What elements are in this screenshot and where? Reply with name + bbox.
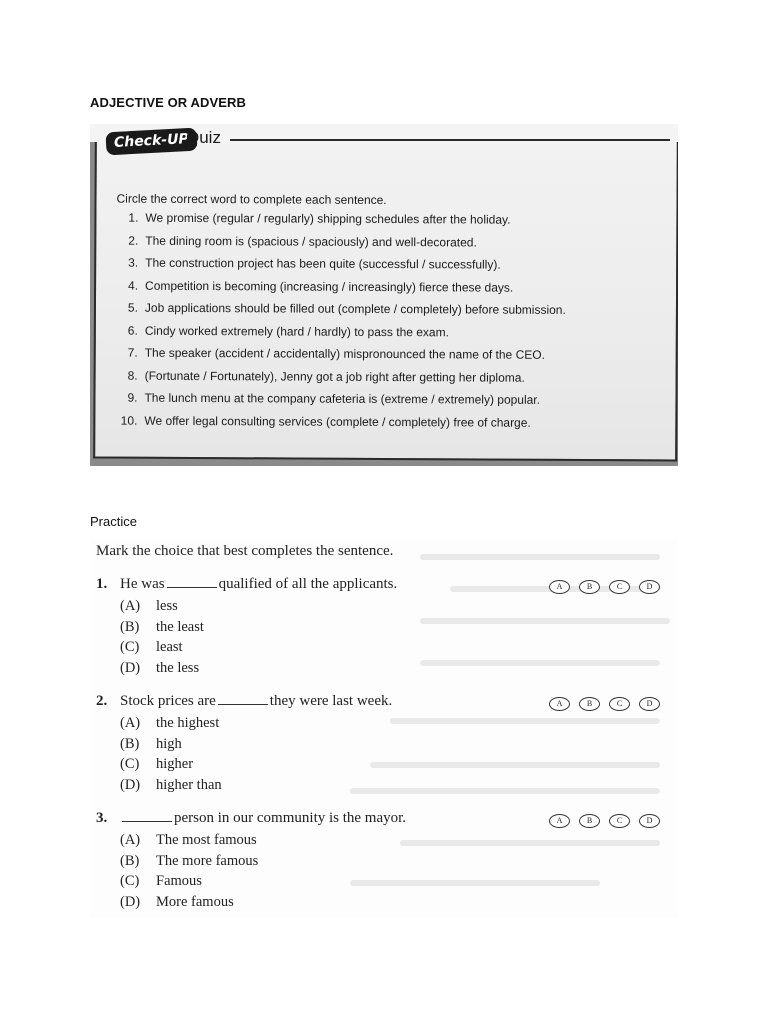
quiz-item-text: Cindy worked extremely (hard / hardly) to pass the exam.: [144, 323, 449, 339]
answer-bubble-a[interactable]: A: [549, 697, 570, 711]
quiz-item-number: 2.: [128, 233, 139, 248]
question-number: 3.: [96, 810, 108, 826]
option-text: higher: [156, 756, 194, 773]
answer-option: [96, 832, 666, 853]
quiz-item-number: 5.: [127, 300, 138, 315]
practice-label: Practice: [90, 514, 137, 529]
quiz-image: [90, 124, 678, 466]
option-text: Famous: [156, 873, 202, 890]
quiz-item-text: The speaker (accident / accidentally) mispronounced the name of the CEO.: [144, 345, 545, 362]
quiz-item-text: Competition is becoming (increasing / increasingly) fierce these days.: [145, 278, 514, 295]
question-text-before: Stock prices are: [120, 693, 216, 709]
option-text: high: [156, 735, 182, 752]
answer-blank: [218, 704, 268, 705]
answer-option: [96, 756, 666, 777]
answer-option: [96, 736, 666, 757]
quiz-title-rule: [230, 139, 670, 141]
quiz-item: [116, 233, 676, 258]
option-letter: (C): [120, 873, 140, 890]
answer-option: [96, 639, 666, 660]
answer-bubbles: [540, 693, 660, 711]
option-text: less: [156, 598, 178, 614]
quiz-items: [115, 211, 676, 439]
practice-question: [96, 693, 666, 797]
option-letter: (C): [120, 756, 140, 773]
quiz-item-text: The construction project has been quite (successful / successfully).: [145, 255, 501, 272]
quiz-item-number: 8.: [127, 368, 138, 383]
answer-option: [96, 660, 666, 681]
quiz-item-number: 7.: [127, 345, 138, 360]
quiz-item: [115, 413, 675, 438]
quiz-item-text: The lunch menu at the company cafeteria is (extreme / extremely) popular.: [144, 390, 541, 407]
answer-blank: [167, 587, 217, 588]
practice-instruction: Mark the choice that best completes the sentence.: [96, 543, 394, 559]
answer-option: [96, 715, 666, 736]
practice-question: [96, 810, 666, 914]
option-text: least: [156, 639, 183, 656]
option-text: the less: [156, 659, 200, 676]
quiz-item: [116, 346, 676, 371]
answer-bubble-d[interactable]: D: [639, 814, 660, 828]
question-text-after: person in our community is the mayor.: [174, 810, 407, 826]
option-letter: (A): [120, 598, 141, 614]
question-text-after: qualified of all the applicants.: [218, 576, 398, 592]
option-letter: (D): [120, 659, 141, 676]
answer-bubble-a[interactable]: A: [549, 580, 570, 594]
quiz-item-text: We offer legal consulting services (complete / completely) free of charge.: [144, 413, 531, 430]
answer-bubble-c[interactable]: C: [609, 697, 630, 711]
question-text-after: they were last week.: [269, 693, 393, 709]
answer-bubble-b[interactable]: B: [579, 697, 600, 711]
quiz-item: [115, 391, 675, 416]
quiz-item-number: 4.: [128, 278, 139, 293]
answer-option: [96, 853, 666, 874]
quiz-item-text: We promise (regular / regularly) shipping schedules after the holiday.: [145, 210, 511, 227]
option-letter: (C): [120, 639, 140, 656]
answer-bubble-b[interactable]: B: [579, 814, 600, 828]
option-letter: (D): [120, 893, 141, 910]
answer-option: [96, 894, 666, 915]
quiz-item-text: The dining room is (spacious / spaciously) and well-decorated.: [145, 233, 477, 249]
option-letter: (B): [120, 735, 140, 752]
checkup-logo: Check-UP: [105, 128, 197, 156]
quiz-item-text: Job applications should be filled out (complete / completely) before submission.: [144, 300, 566, 317]
quiz-item: [116, 301, 676, 326]
option-text: The more famous: [156, 852, 259, 869]
option-letter: (B): [120, 618, 140, 635]
quiz-item: [116, 256, 676, 281]
question-number: 2.: [96, 693, 108, 709]
quiz-item: [116, 368, 676, 393]
option-letter: (A): [120, 715, 141, 731]
option-text: the least: [156, 618, 204, 635]
answer-bubbles: [540, 576, 660, 594]
quiz-item-number: 1.: [128, 210, 139, 225]
answer-option: [96, 619, 666, 640]
question-number: 1.: [96, 576, 108, 592]
answer-blank: [122, 821, 172, 822]
quiz-instruction: Circle the correct word to complete each sentence.: [116, 191, 387, 208]
option-text: the highest: [156, 715, 220, 731]
answer-option: [96, 777, 666, 798]
quiz-item-number: 10.: [120, 413, 138, 428]
quiz-paper: [93, 138, 678, 461]
answer-bubbles: [540, 810, 660, 828]
option-letter: (A): [120, 832, 141, 848]
quiz-item: [116, 323, 676, 348]
question-text-before: He was: [120, 576, 165, 592]
option-letter: (B): [120, 852, 140, 869]
bleed-through-line: [420, 554, 660, 560]
quiz-item-number: 3.: [128, 255, 139, 270]
practice-image: [90, 540, 678, 918]
quiz-item-number: 6.: [127, 323, 138, 338]
answer-bubble-d[interactable]: D: [639, 580, 660, 594]
quiz-title: Quiz: [186, 128, 221, 147]
answer-option: [96, 598, 666, 619]
quiz-item: [116, 211, 676, 236]
answer-bubble-c[interactable]: C: [609, 814, 630, 828]
option-text: The most famous: [156, 832, 257, 848]
practice-question: [96, 576, 666, 680]
answer-bubble-c[interactable]: C: [609, 580, 630, 594]
answer-bubble-b[interactable]: B: [579, 580, 600, 594]
answer-bubble-a[interactable]: A: [549, 814, 570, 828]
document-heading: ADJECTIVE OR ADVERB: [90, 95, 246, 110]
answer-bubble-d[interactable]: D: [639, 697, 660, 711]
quiz-item: [116, 278, 676, 303]
option-letter: (D): [120, 776, 141, 793]
option-text: higher than: [156, 776, 222, 793]
option-text: More famous: [156, 893, 234, 910]
answer-option: [96, 873, 666, 894]
quiz-item-number: 9.: [127, 390, 138, 405]
quiz-item-text: (Fortunate / Fortunately), Jenny got a job right after getting her diploma.: [144, 368, 525, 385]
